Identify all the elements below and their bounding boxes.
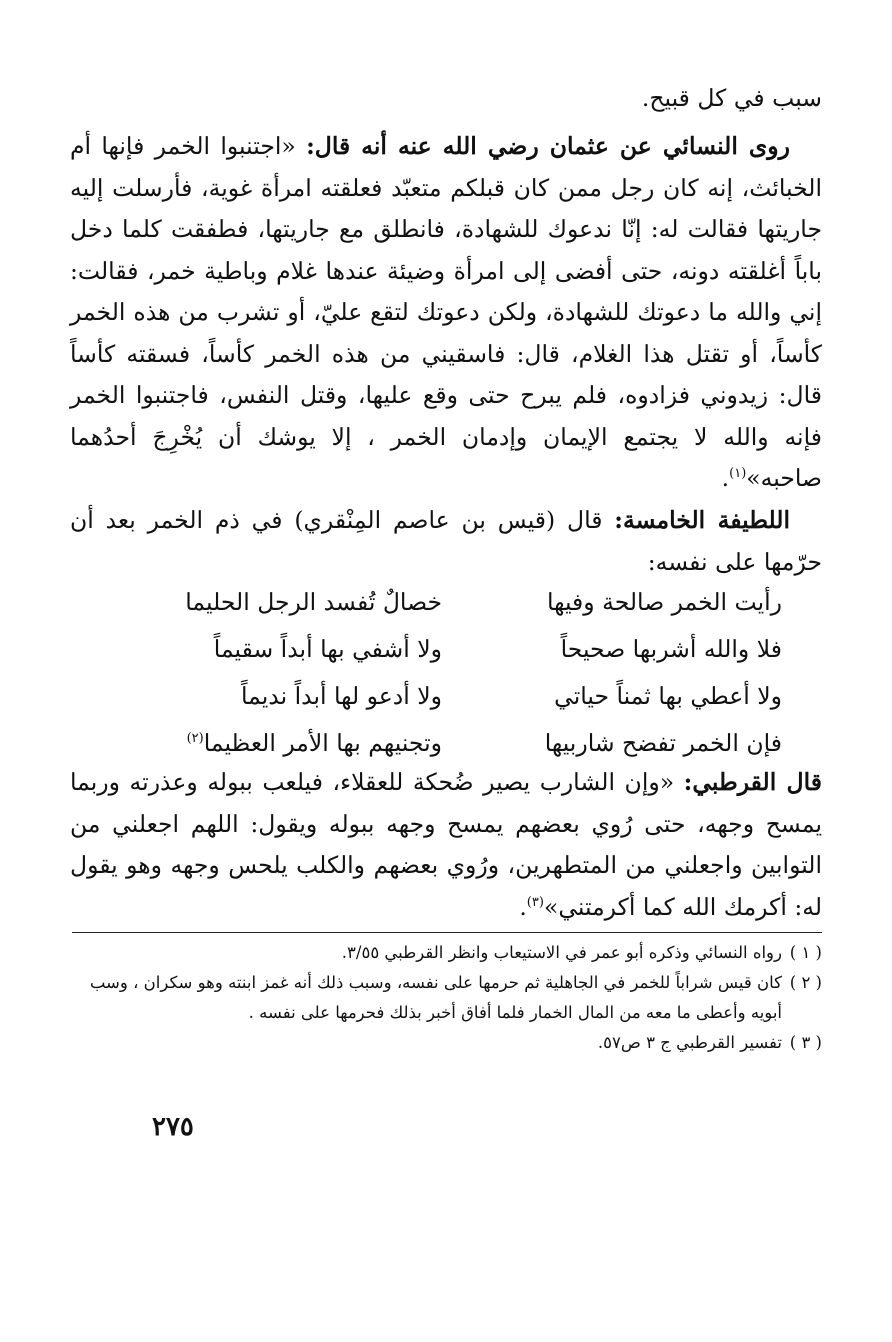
footnote-number: ( ١ ) (789, 943, 822, 962)
paragraph-lead: اللطيفة الخامسة: (614, 506, 790, 534)
footnote-ref-2[interactable]: (٢) (186, 731, 204, 747)
paragraph-lead: روى النسائي عن عثمان رضي الله عنه أنه قال: (306, 132, 790, 160)
verse-second-half (187, 729, 442, 757)
verse-second-half: ولا أشفي بها أبداً سقيماً (213, 635, 442, 663)
verse-text: وتجنيهم بها الأمر العظيما (203, 729, 442, 757)
footnote-number: ( ٣ ) (789, 1033, 822, 1052)
footnote-item (70, 968, 822, 1028)
verse-first-half: فلا والله أشربها صحيحاً (560, 635, 782, 663)
paragraph-fifth-subtlety (70, 500, 822, 583)
footnote-divider (72, 932, 822, 933)
footnote-item (70, 1028, 822, 1058)
paragraph-body: قال (قيس بن عاصم المِنْقري) في ذم الخمر بعد أن حرّمها على نفسه: (70, 506, 822, 576)
paragraph-end: . (519, 892, 527, 921)
verse-first-half: رأيت الخمر صالحة وفيها (546, 588, 782, 616)
footnote-text: تفسير القرطبي ج ٣ ص٥٧. (597, 1033, 782, 1052)
paragraph-body: «وإن الشارب يصير ضُحكة للعقلاء، فيلعب ببوله وعذرته وربما يمسح وجهه، حتى رُوي بعضهم يمسح وجهه ببوله ويقول: اللهم اجعلني من التوابين واجعلني من المتطهرين، ورُوي بعضهم والكلب يلحس وجهه وهو يقول له: أكرمك الله كما أكرمتني» (70, 768, 822, 921)
page-number: ٢٧٥ (152, 1112, 194, 1142)
footnote-ref-3[interactable]: (٣) (526, 894, 544, 910)
poem-verse (70, 629, 822, 676)
poem-verse (70, 582, 822, 629)
verse-second-half: ولا أدعو لها أبداً نديماً (240, 682, 442, 710)
footnote-text: كان قيس شراباً للخمر في الجاهلية ثم حرمها على نفسه، وسبب ذلك أنه غمز ابنته وهو سكران ، وسب أبويه وأعطى ما معه من المال الخمار فلما أفاق أخبر بذلك فحرمها على نفسه . (89, 973, 782, 1022)
paragraph-qurtubi (70, 762, 822, 928)
paragraph-body: «اجتنبوا الخمر فإنها أم الخبائث، إنه كان رجل ممن كان قبلكم متعبّد فعلقته امرأة غوية، فأرسلت إليه جاريتها فقالت له: إنّا ندعوك للشهادة، فانطلق مع جاريتها، فطفقت كلما دخل باباً أغلقته دونه، حتى أفضى إلى امرأة وضيئة عندها غلام وباطية خمر، فقالت: إني والله ما دعوتك للشهادة، ولكن دعوتك لتقع عليّ، أو تشرب من هذه الخمر كأساً، أو تقتل هذا الغلام، قال: فاسقيني من هذه الخمر كأساً، فسقته كأساً قال: زيدوني فزادوه، فلم يبرح حتى وقع عليها، وقتل النفس، فاجتنبوا الخمر فإنه والله لا يجتمع الإيمان وإدمان الخمر ، إلا يوشك أن يُخْرِجَ أحدُهما صاحبه» (70, 132, 822, 492)
paragraph-lead: قال القرطبي: (683, 768, 822, 796)
verse-first-half: ولا أعطي بها ثمناً حياتي (554, 682, 782, 710)
continuation-line: سبب في كل قبيح. (641, 84, 822, 112)
paragraph-nasai-hadith (70, 126, 822, 500)
paragraph-end: . (721, 464, 730, 492)
footnotes (70, 938, 822, 1058)
verse-second-half: خصالٌ تُفسد الرجل الحليما (185, 588, 442, 616)
footnote-ref-1[interactable]: (١) (729, 466, 747, 482)
footnote-item (70, 938, 822, 968)
poem-verse (70, 676, 822, 723)
poem (70, 582, 822, 770)
verse-first-half: فإن الخمر تفضح شاربيها (544, 729, 782, 757)
footnote-text: رواه النسائي وذكره أبو عمر في الاستيعاب وانظر القرطبي ٣/٥٥. (341, 943, 782, 962)
footnote-number: ( ٢ ) (789, 973, 822, 992)
